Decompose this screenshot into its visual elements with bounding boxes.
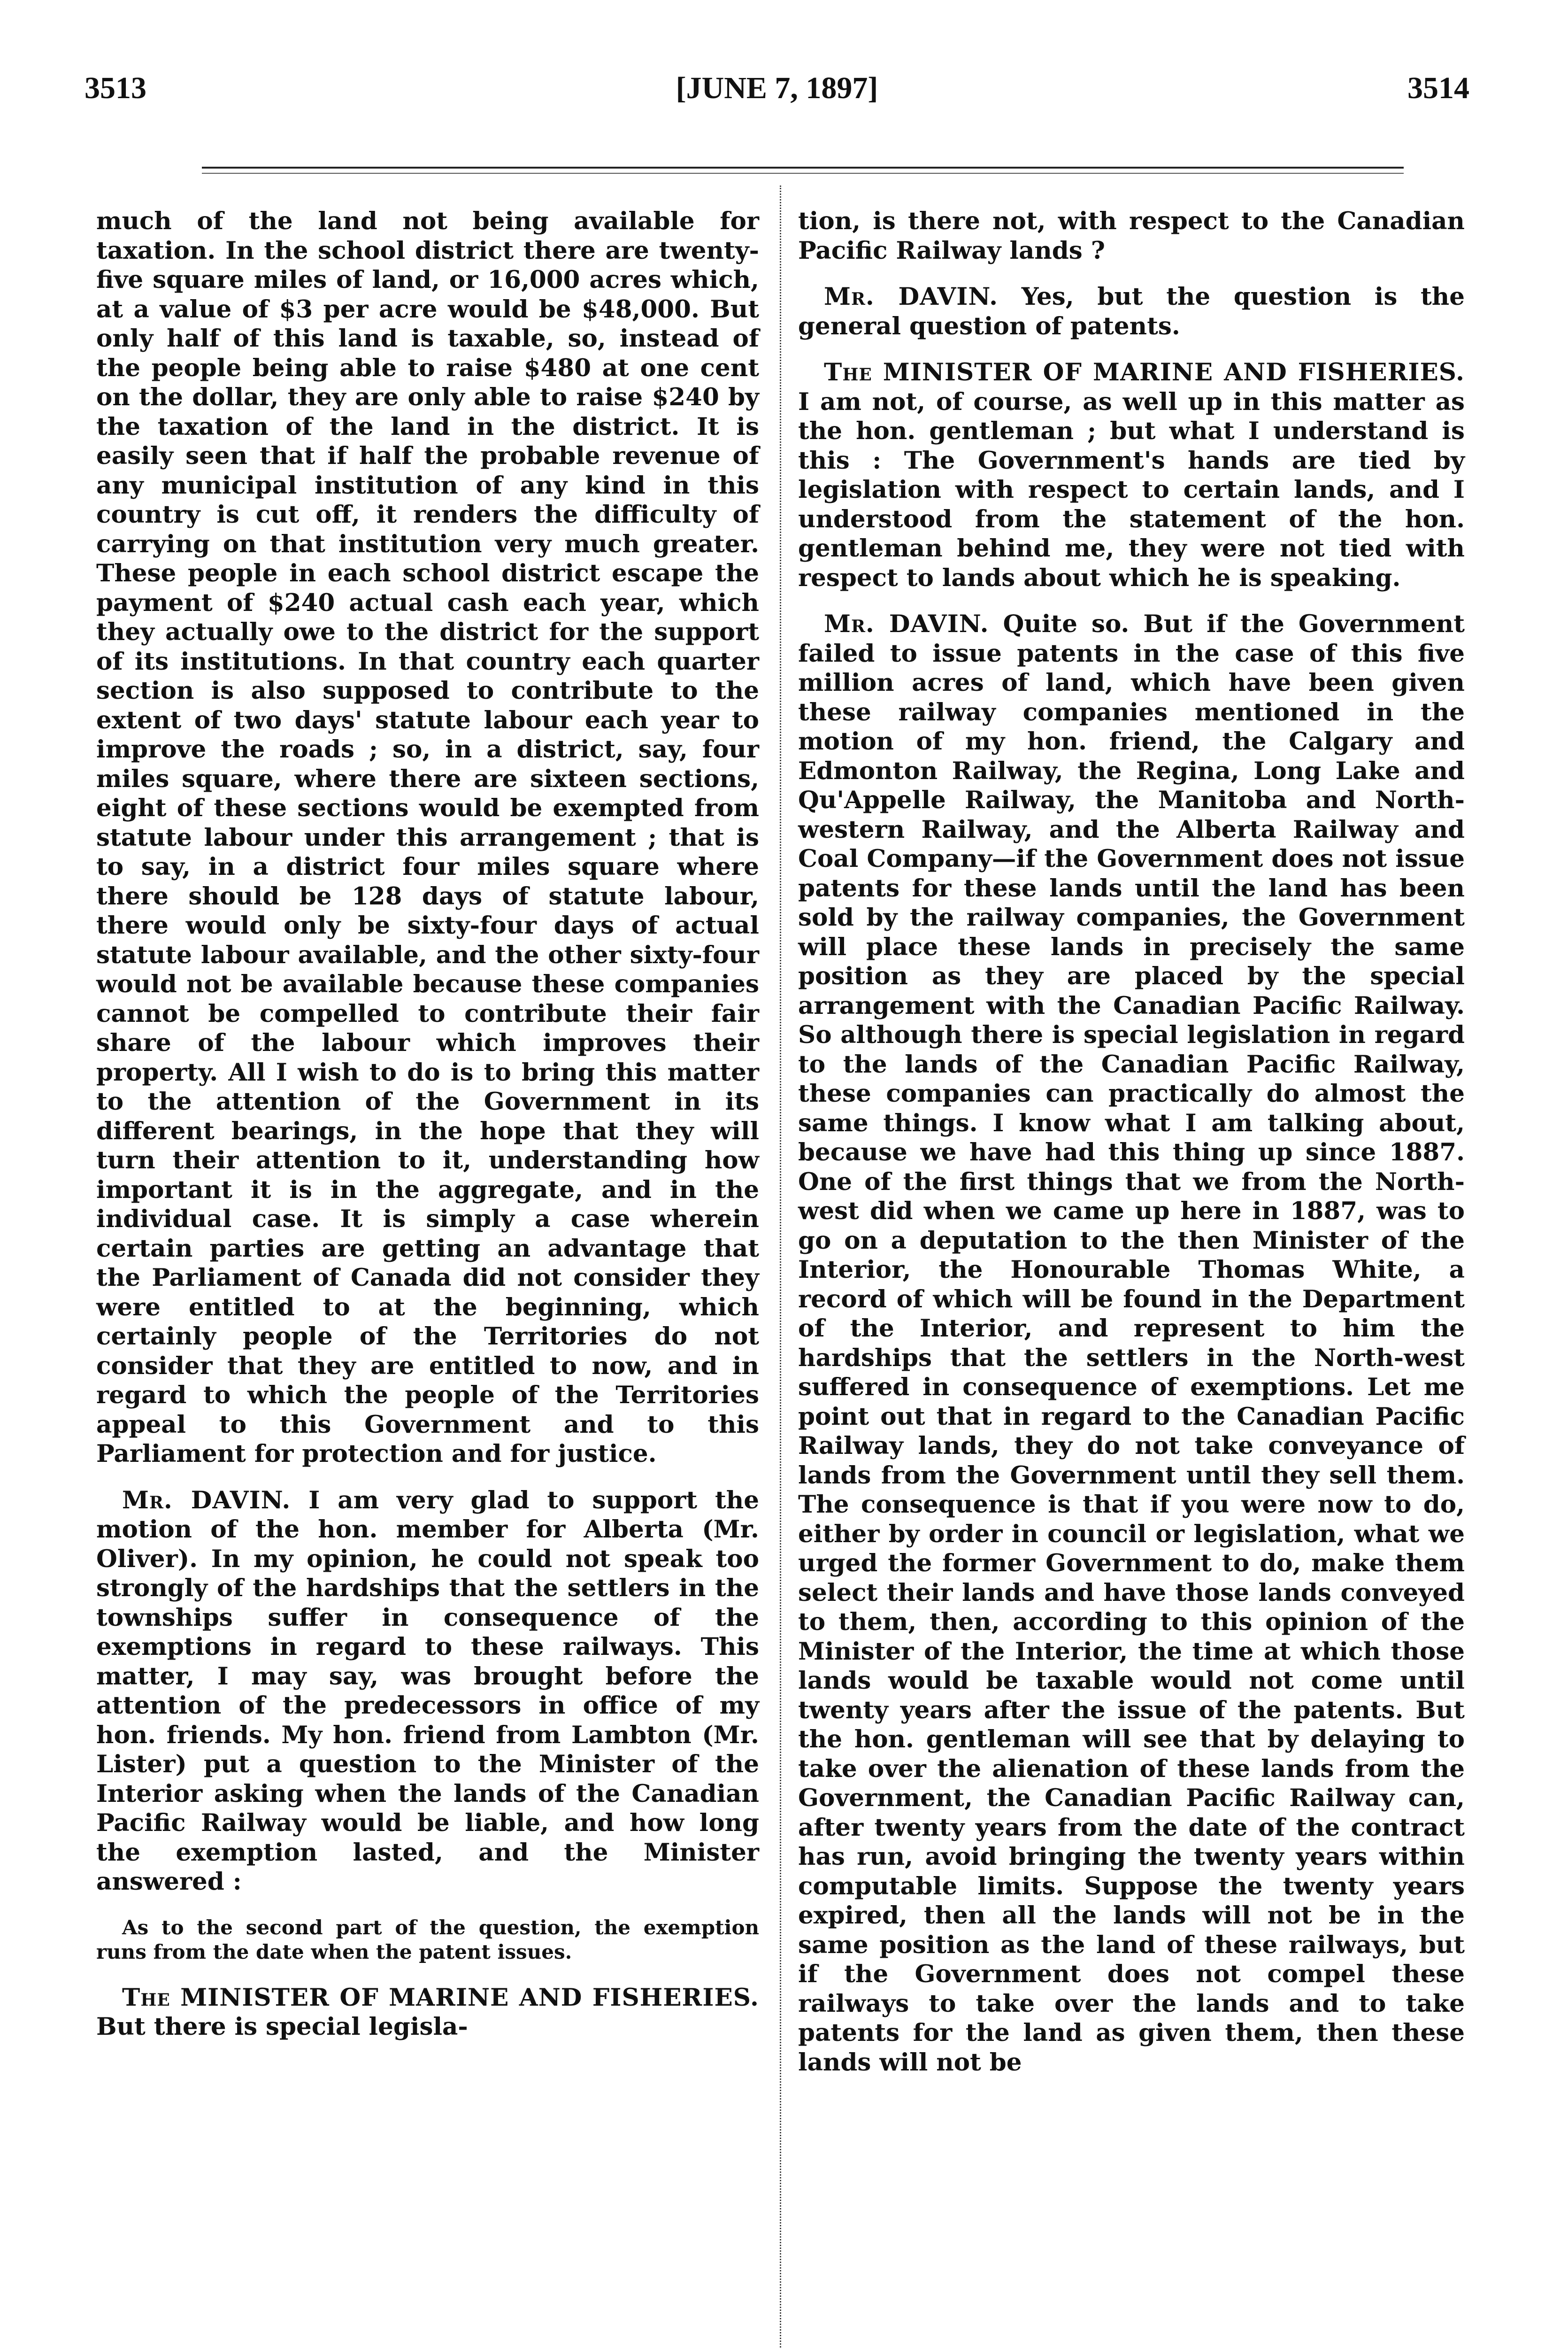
page-header (85, 70, 1469, 127)
block-quote: As to the second part of the question, the exemption runs from the date when the patent issues. (96, 1915, 759, 1963)
left-column (96, 207, 759, 2059)
paragraph-text: I am very glad to support the motion of the hon. member for Alberta (Mr. Oliver). In my opinion, he could not speak too strongly of the hardships that the settlers in the townships suffer in consequence of the exemptions in regard to these railways. This matter, I may say, was brought before the attention of the predecessors in office of my hon. friends. My hon. friend from Lambton (Mr. Lister) put a question to the Minister of the Interior asking when the lands of the Canadian Pacific Railway would be liable, and how long the exemption lasted, and the Minister answered : (96, 1486, 759, 1896)
paragraph: much of the land not being available for taxation. In the school district there are twenty-five square miles of land, or 16,000 acres which, at a value of $3 per acre would be $48,000. But only half of this land is taxable, so, instead of the people being able to raise $480 at one cent on the dollar, they are only able to raise $240 by the taxation of the land in the district. It is easily seen that if half the probable revenue of any municipal institution of any kind in this country is cut off, it renders the difficulty of carrying on that institution very much greater. These people in each school district escape the payment of $240 actual cash each year, which they actually owe to the district for the support of its institutions. In that country each quarter section is also supposed to contribute to the extent of two days' statute labour each year to improve the roads ; so, in a district, say, four miles square, where there are sixteen sections, eight of these sections would be exempted from statute labour under this arrangement ; that is to say, in a district four miles square where there should be 128 days of statute labour, there would only be sixty-four days of actual statute labour available, and the other sixty-four would not be available because these companies cannot be compelled to contribute their fair share of the labour which improves their property. All I wish to do is to bring this matter to the attention of the Government in its different bearings, in the hope that they will turn their attention to it, understanding how important it is in the aggregate, and in the individual case. It is simply a case wherein certain parties are getting an advantage that the Parliament of Canada did not consider they were entitled to at the beginning, which certainly people of the Territories do not consider that they are entitled to now, and in regard to which the people of the Territories appeal to this Government and to this Parliament for protection and for justice. (96, 207, 759, 1468)
header-rule (202, 167, 1404, 169)
paragraph (96, 1983, 759, 2042)
column-divider (780, 185, 781, 2348)
paragraph (96, 1486, 759, 1897)
page-number-right: 3514 (1407, 71, 1469, 105)
speaker-name: Mr. DAVIN. (824, 283, 999, 311)
paragraph-text: I am not, of course, as well up in this matter as the hon. gentleman ; but what I understand is this : The Government's hands are tied by legislation with respect to certain lands, and I understood from the statement of the hon. gentleman behind me, they were not tied with respect to lands about which he is speaking. (798, 387, 1465, 592)
speaker-name: The MINISTER OF MARINE AND FISHERIES. (824, 358, 1465, 386)
speaker-name: Mr. DAVIN. (824, 610, 989, 638)
paragraph-text: But there is special legisla- (96, 2013, 468, 2041)
paragraph (798, 282, 1465, 341)
speaker-name: Mr. DAVIN. (122, 1486, 291, 1514)
paragraph-text: Yes, but the question is the general question of patents. (798, 283, 1465, 340)
page-number-left: 3513 (85, 71, 146, 105)
header-rule-secondary (202, 173, 1404, 174)
paragraph-text: Quite so. But if the Government failed to issue patents in the case of this five million acres of land, which have been given these railway companies mentioned in the motion of my hon. friend, the Calgary and Edmonton Railway, the Regina, Long Lake and Qu'Appelle Railway, the Manitoba and North-western Railway, and the Alberta Railway and Coal Company—if the Government does not issue patents for these lands until the land has been sold by the railway companies, the Government will place these lands in precisely the same position as they are placed by the special arrangement with the Canadian Pacific Railway. So although there is special legislation in regard to the lands of the Canadian Pacific Railway, these companies can practically do almost the same things. I know what I am talking about, because we have had this thing up since 1887. One of the first things that we from the North-west did when we came up here in 1887, was to go on a deputation to the then Minister of the Interior, the Honourable Thomas White, a record of which will be found in the Department of the Interior, and represent to him the hardships that the settlers in the North-west suffered in consequence of exemptions. Let me point out that in regard to the Canadian Pacific Railway lands, they do not take conveyance of lands from the Government until they sell them. The consequence is that if you were now to do, either by order in council or legislation, what we urged the former Government to do, make them select their lands and have those lands conveyed to them, then, according to this opinion of the Minister of the Interior, the time at which those lands would be taxable would not come until twenty years after the issue of the patents. But the hon. gentleman will see that by delaying to take over the alienation of these lands from the Government, the Canadian Pacific Railway can, after twenty years from the date of the contract has run, avoid bringing the twenty years within computable limits. Suppose the twenty years expired, then all the lands will not be in the same position as the land of these railways, but if the Government does not compel these railways to take over the lands and to take patents for the land as given them, then these lands will not be (798, 610, 1465, 2077)
paragraph (798, 610, 1465, 2077)
header-date: [JUNE 7, 1897] (676, 71, 878, 105)
right-column (798, 207, 1465, 2094)
speaker-name: The MINISTER OF MARINE AND FISHERIES. (122, 1983, 759, 2012)
paragraph (798, 358, 1465, 593)
paragraph: tion, is there not, with respect to the Canadian Pacific Railway lands ? (798, 207, 1465, 265)
